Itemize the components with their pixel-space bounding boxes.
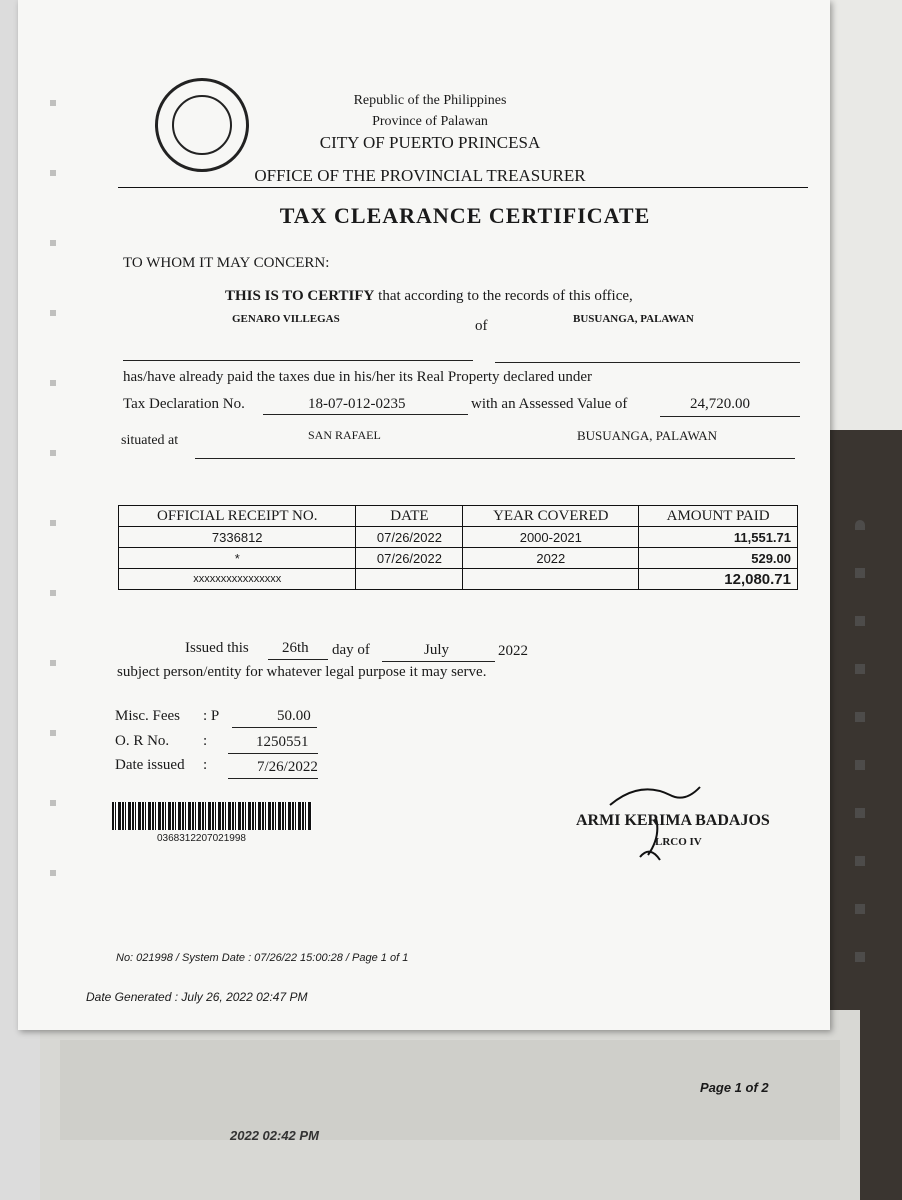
misc-fees-label: Misc. Fees xyxy=(115,708,180,724)
tax-dec-number: 18-07-012-0235 xyxy=(308,396,406,412)
cell-total-amount: 12,080.71 xyxy=(639,569,798,590)
of-label: of xyxy=(475,318,488,334)
cell-year xyxy=(463,569,639,590)
table-total-row xyxy=(119,569,798,590)
header-rule xyxy=(118,187,808,188)
certify-lead: THIS IS TO CERTIFY xyxy=(225,288,375,304)
table-header-row xyxy=(119,506,798,527)
certificate-title: TAX CLEARANCE CERTIFICATE xyxy=(279,203,651,228)
barcode xyxy=(112,802,312,830)
underlying-page-number: Page 1 of 2 xyxy=(700,1080,769,1095)
punch-holes-left xyxy=(50,100,56,900)
col-header-date: DATE xyxy=(356,506,463,527)
certify-line xyxy=(225,288,633,305)
receipts-table xyxy=(118,505,798,590)
header-city: CITY OF PUERTO PRINCESA xyxy=(319,133,541,152)
taxpayer-address: BUSUANGA, PALAWAN xyxy=(573,313,694,325)
paid-statement: has/have already paid the taxes due in his/her its Real Property declared under xyxy=(123,369,592,385)
col-header-year: YEAR COVERED xyxy=(463,506,639,527)
taxpayer-name: GENARO VILLEGAS xyxy=(232,313,340,325)
issued-day: 26th xyxy=(282,640,309,656)
misc-fees-value: 50.00 xyxy=(277,708,311,724)
table-row xyxy=(119,548,798,569)
issued-label: Issued this xyxy=(185,640,249,656)
cell-year: 2022 xyxy=(463,548,639,569)
issued-year: 2022 xyxy=(498,643,528,659)
date-issued-value: 7/26/2022 xyxy=(257,759,318,775)
name-underline xyxy=(123,360,473,361)
assessed-value: 24,720.00 xyxy=(690,396,750,412)
system-line: No: 021998 / System Date : 07/26/22 15:00:28 / Page 1 of 1 xyxy=(116,952,409,964)
month-underline xyxy=(382,661,495,662)
official-seal xyxy=(155,78,249,172)
assessed-underline xyxy=(660,416,800,417)
date-issued-label: Date issued xyxy=(115,757,185,773)
situated-municipality: BUSUANGA, PALAWAN xyxy=(577,428,718,443)
issued-month: July xyxy=(424,642,450,658)
or-underline xyxy=(228,753,318,754)
punch-holes-right xyxy=(855,520,865,980)
date-issued-sep: : xyxy=(203,757,208,773)
cell-receipt: 7336812 xyxy=(119,527,356,548)
header-republic: Republic of the Philippines xyxy=(353,93,507,108)
day-underline xyxy=(268,659,328,660)
cell-amount: 529.00 xyxy=(639,548,798,569)
table-row xyxy=(119,527,798,548)
situated-barangay: SAN RAFAEL xyxy=(308,428,381,442)
barcode-number: 0368312207021998 xyxy=(157,833,246,844)
address-underline xyxy=(495,362,800,363)
cell-date: 07/26/2022 xyxy=(356,548,463,569)
situated-underline xyxy=(195,458,795,459)
tax-dec-label: Tax Declaration No. xyxy=(123,396,245,412)
date-generated: Date Generated : July 26, 2022 02:47 PM xyxy=(86,990,308,1004)
assessed-label: with an Assessed Value of xyxy=(471,396,628,412)
certify-text: that according to the records of this office, xyxy=(378,288,633,304)
cell-year: 2000-2021 xyxy=(463,527,639,548)
misc-fees-sep: : P xyxy=(203,708,220,724)
cell-amount: 11,551.71 xyxy=(639,527,798,548)
cell-receipt: xxxxxxxxxxxxxxxx xyxy=(119,569,356,590)
purpose-text: subject person/entity for whatever legal purpose it may serve. xyxy=(117,664,487,680)
cell-date xyxy=(356,569,463,590)
tax-dec-underline xyxy=(263,414,468,415)
header-office: OFFICE OF THE PROVINCIAL TREASURER xyxy=(254,166,586,185)
date-underline xyxy=(228,778,318,779)
situated-label: situated at xyxy=(121,433,179,448)
misc-underline xyxy=(232,727,317,728)
or-no-label: O. R No. xyxy=(115,733,170,749)
header-province: Province of Palawan xyxy=(372,114,488,129)
or-no-sep: : xyxy=(203,733,208,749)
col-header-receipt: OFFICIAL RECEIPT NO. xyxy=(119,506,356,527)
signatory-name: ARMI KERIMA BADAJOS xyxy=(576,812,770,829)
underlying-timestamp: 2022 02:42 PM xyxy=(230,1128,319,1143)
cell-date: 07/26/2022 xyxy=(356,527,463,548)
col-header-amount: AMOUNT PAID xyxy=(639,506,798,527)
cell-receipt: * xyxy=(119,548,356,569)
or-no-value: 1250551 xyxy=(256,734,309,750)
issued-day-of: day of xyxy=(332,642,370,658)
signatory-position: LRCO IV xyxy=(655,836,702,848)
salutation: TO WHOM IT MAY CONCERN: xyxy=(123,255,330,271)
